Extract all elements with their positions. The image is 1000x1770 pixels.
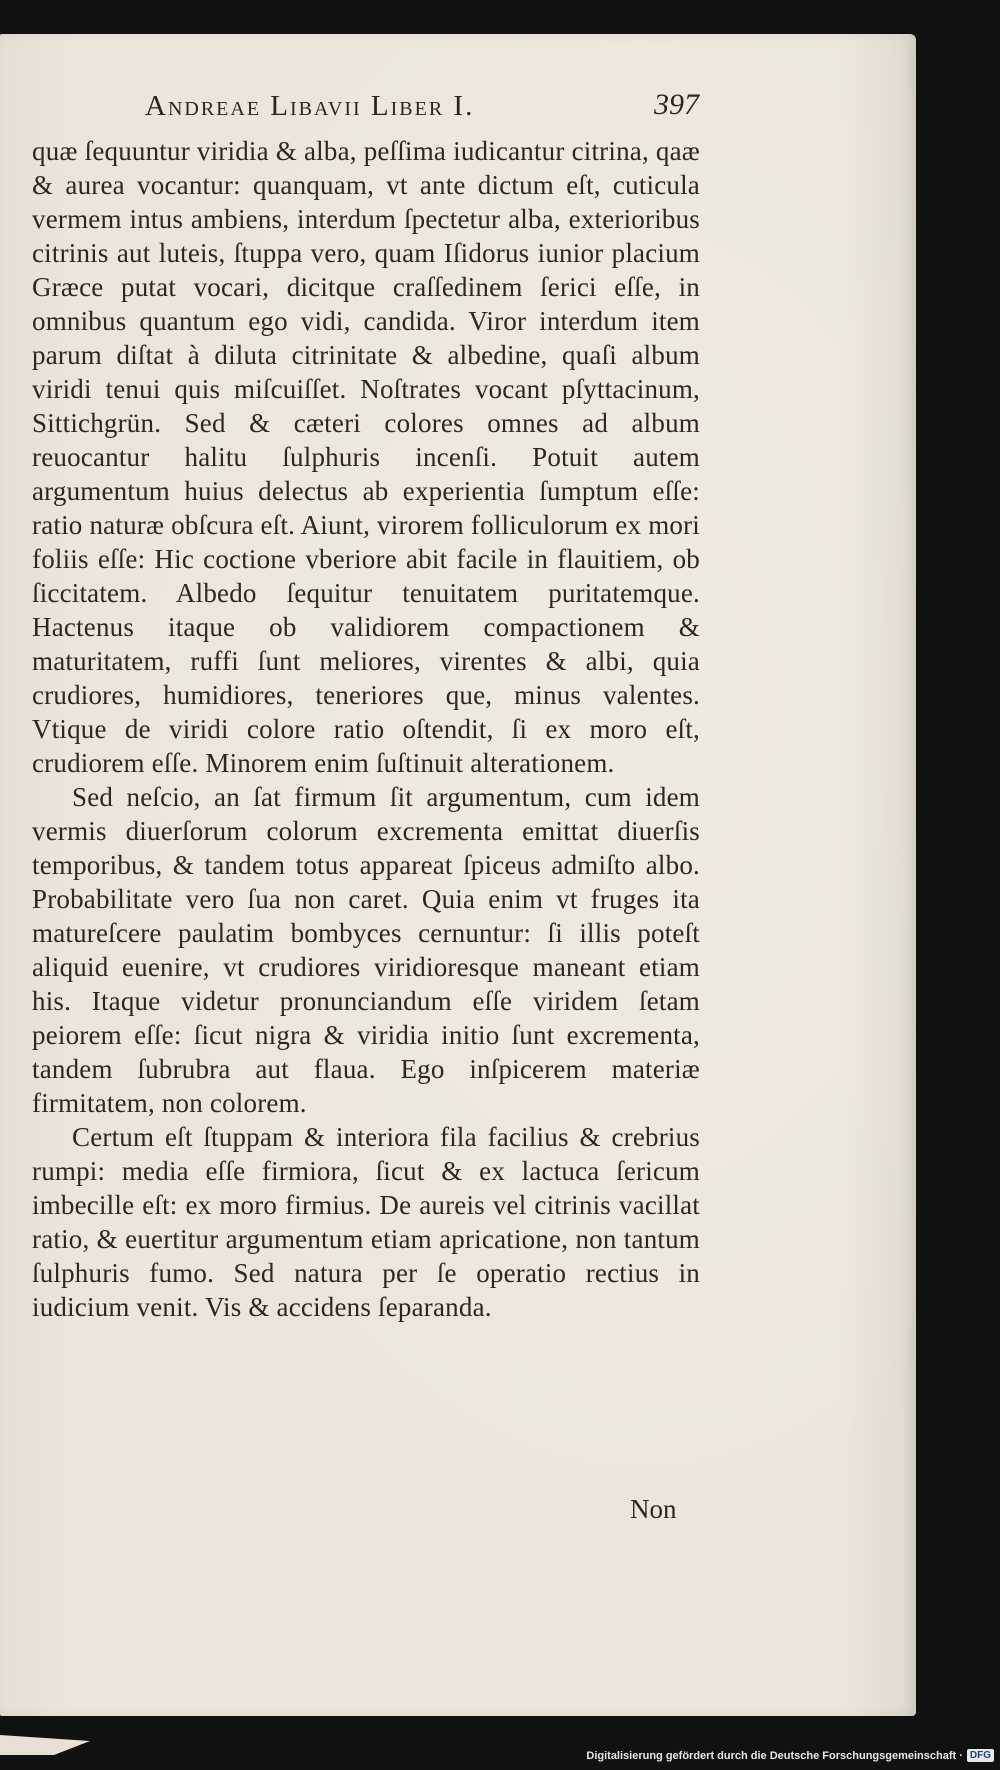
- paragraph: Certum eſt ſtuppam & interiora fila facilius & crebrius rumpi: media eſſe firmiora, ſicut & ex lactuca ſericum imbecille eſt: ex moro firmius. De aureis vel citrinis vacillat ratio, & euertitur argumentum etiam apricatione, non tantum ſulphuris fumo. Sed natura per ſe operatio rectius in iudicium venit. Vis & accidens ſeparanda.: [32, 1122, 700, 1322]
- running-head: Andreae Libavii Liber I.: [145, 90, 475, 122]
- credit-text: Digitalisierung gefördert durch die Deutsche Forschungsgemeinschaft ·: [586, 1749, 963, 1762]
- book-page: [0, 34, 916, 1716]
- digitization-credit: [586, 1749, 994, 1762]
- page-number: 397: [654, 88, 699, 121]
- body-text: [32, 134, 700, 1324]
- catchword: Non: [630, 1494, 677, 1524]
- dfg-logo: DFG: [967, 1749, 994, 1762]
- page-corner-fragment: [0, 1735, 90, 1755]
- paragraph: Sed neſcio, an ſat firmum ſit argumentum, cum idem vermis diuerſorum colorum excrementa emittat diuerſis temporibus, & tandem totus appareat ſpiceus admiſto albo. Probabilitate vero ſua non caret. Quia enim vt fruges ita matureſcere paulatim bombyces cernuntur: ſi illis poteſt aliquid euenire, vt crudiores viridioresque maneant etiam his. Itaque videtur pronunciandum eſſe viridem ſetam peiorem eſſe: ſicut nigra & viridia initio ſunt excrementa, tandem ſubrubra aut flaua. Ego inſpicerem materiæ firmitatem, non colorem.: [32, 782, 700, 1118]
- paragraph: quæ ſequuntur viridia & alba, peſſima iudicantur citrina, qaæ & aurea vocantur: quanquam, vt ante dictum eſt, cuticula vermem intus ambiens, interdum ſpectetur alba, exterioribus citrinis aut luteis, ſtuppa vero, quam Iſidorus iunior placium Græce putat vocari, dicitque craſſedinem ſerici eſſe, in omnibus quantum ego vidi, candida. Viror interdum item parum diſtat à diluta citrinitate & albedine, quaſi album viridi tenui quis miſcuiſſet. Noſtrates vocant pſyttacinum, Sittichgrün. Sed & cæteri colores omnes ad album reuocantur halitu ſulphuris incenſi. Potuit autem argumentum huius delectus ab experientia ſumptum eſſe: ratio naturæ obſcura eſt. Aiunt, virorem folliculorum ex mori foliis eſſe: Hic coctione vberiore abit facile in flauitiem, ob ſiccitatem. Albedo ſequitur tenuitatem puritatemque. Hactenus itaque ob validiorem compactionem & maturitatem, ruffi ſunt meliores, virentes & albi, quia crudiores, humidiores, teneriores que, minus valentes. Vtique de viridi colore ratio oſtendit, ſi ex moro eſt, crudiorem eſſe. Minorem enim ſuſtinuit alterationem.: [32, 136, 700, 778]
